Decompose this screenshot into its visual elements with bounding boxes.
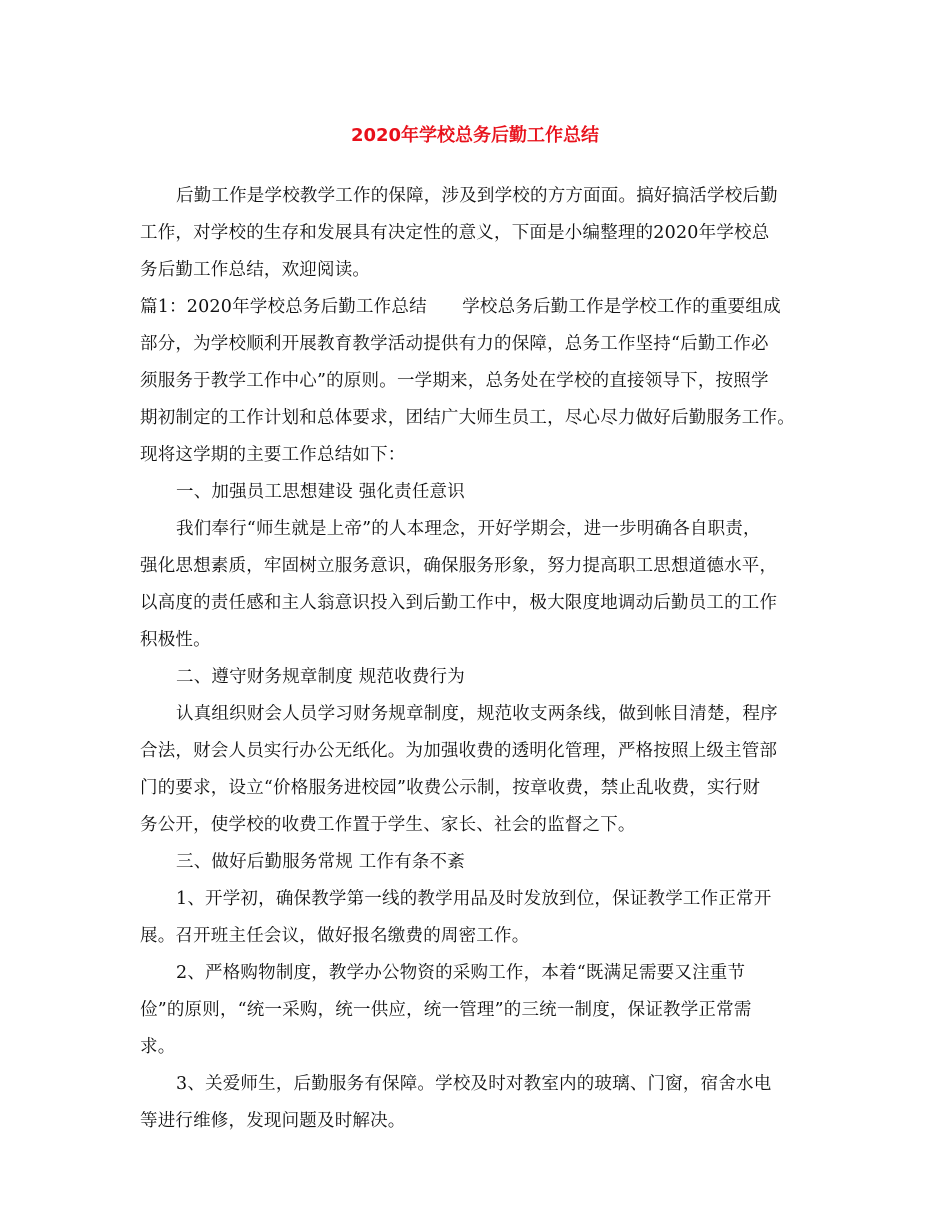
section1-line-3: 以高度的责任感和主人翁意识投入到后勤工作中，极大限度地调动后勤员工的工作 — [140, 593, 778, 613]
item1-line-2: 展。召开班主任会议，做好报名缴费的周密工作。 — [140, 926, 530, 946]
item2-line-3: 求。 — [140, 1037, 176, 1057]
article-line-2: 部分，为学校顺利开展教育教学活动提供有力的保障，总务工作坚持“后勤工作必 — [140, 334, 769, 354]
section1-line-1: 我们奉行“师生就是上帝”的人本理念，开好学期会，进一步明确各自职责， — [176, 519, 761, 539]
section2-line-4: 务公开，使学校的收费工作置于学生、家长、社会的监督之下。 — [140, 815, 636, 835]
section-heading-3: 三、做好后勤服务常规 工作有条不紊 — [176, 852, 465, 872]
section2-line-3: 门的要求，设立“价格服务进校园”收费公示制，按章收费，禁止乱收费，实行财 — [140, 778, 761, 798]
article-line-3: 须服务于教学工作中心”的原则。一学期来，总务处在学校的直接领导下，按照学 — [140, 371, 769, 391]
item2-line-2: 俭”的原则，“统一采购，统一供应，统一管理”的三统一制度，保证教学正常需 — [140, 1000, 752, 1020]
item1-line-1: 1、开学初，确保教学第一线的教学用品及时发放到位，保证教学工作正常开 — [176, 889, 772, 909]
item3-line-2: 等进行维修，发现问题及时解决。 — [140, 1111, 406, 1131]
intro-line-1: 后勤工作是学校教学工作的保障，涉及到学校的方方面面。搞好搞活学校后勤 — [176, 186, 778, 206]
article-line-1: 篇1：2020年学校总务后勤工作总结 学校总务后勤工作是学校工作的重要组成 — [140, 297, 781, 317]
document-title: 2020年学校总务后勤工作总结 — [350, 125, 600, 146]
intro-line-3: 务后勤工作总结，欢迎阅读。 — [140, 260, 371, 280]
intro-line-2: 工作，对学校的生存和发展具有决定性的意义，下面是小编整理的2020年学校总 — [140, 223, 770, 243]
section2-line-1: 认真组织财会人员学习财务规章制度，规范收支两条线，做到帐目清楚，程序 — [176, 704, 778, 724]
article-line-5: 现将这学期的主要工作总结如下： — [140, 445, 406, 465]
section-heading-2: 二、遵守财务规章制度 规范收费行为 — [176, 667, 465, 687]
section1-line-4: 积极性。 — [140, 630, 211, 650]
item2-line-1: 2、严格购物制度，教学办公物资的采购工作，本着“既满足需要又注重节 — [176, 963, 746, 983]
item3-line-1: 3、关爱师生，后勤服务有保障。学校及时对教室内的玻璃、门窗，宿舍水电 — [176, 1074, 772, 1094]
section-heading-1: 一、加强员工思想建设 强化责任意识 — [176, 482, 465, 502]
article-line-4: 期初制定的工作计划和总体要求，团结广大师生员工，尽心尽力做好后勤服务工作。 — [140, 408, 795, 428]
section2-line-2: 合法，财会人员实行办公无纸化。为加强收费的透明化管理，严格按照上级主管部 — [140, 741, 778, 761]
section1-line-2: 强化思想素质，牢固树立服务意识，确保服务形象，努力提高职工思想道德水平， — [140, 556, 778, 576]
